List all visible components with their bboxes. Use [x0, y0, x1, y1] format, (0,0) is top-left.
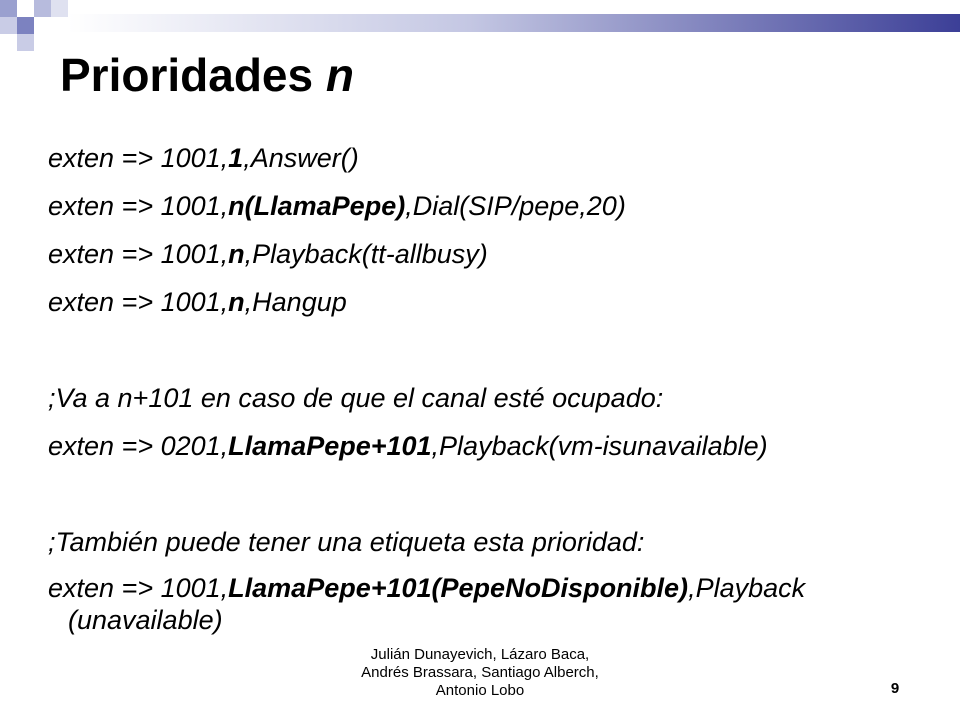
decor-square [17, 0, 34, 17]
decor-square [0, 17, 17, 34]
slide-body [48, 134, 948, 636]
footer-line: Antonio Lobo [435, 682, 525, 699]
code-line: exten => 1001,LlamaPepe+101(PepeNoDisponible),Playback (unavailable) [48, 573, 806, 635]
spacer [48, 470, 948, 518]
decor-square [51, 0, 68, 17]
spacer [48, 326, 948, 374]
decor-square [34, 0, 51, 17]
footer-line: Andrés Brassara, Santiago Alberch, [361, 664, 599, 681]
comment-line: ;Va a n+101 en caso de que el canal esté ocupado: [48, 383, 664, 413]
decor-square [0, 0, 17, 17]
code-line: exten => 1001,n,Hangup [48, 287, 347, 317]
header-gradient-bar [68, 14, 960, 32]
code-line: exten => 1001,n,Playback(tt-allbusy) [48, 239, 488, 269]
footer-authors [330, 646, 630, 700]
comment-line: ;También puede tener una etiqueta esta prioridad: [48, 527, 645, 557]
decor-square [17, 34, 34, 51]
code-line: exten => 0201,LlamaPepe+101,Playback(vm-isunavailable) [48, 431, 768, 461]
decor-square [17, 17, 34, 34]
code-line: exten => 1001,n(LlamaPepe),Dial(SIP/pepe,20) [48, 191, 626, 221]
page-number: 9 [890, 680, 900, 697]
code-line: exten => 1001,1,Answer() [48, 143, 359, 173]
slide-title: Prioridades n [60, 49, 354, 101]
footer-line: Julián Dunayevich, Lázaro Baca, [370, 646, 590, 663]
